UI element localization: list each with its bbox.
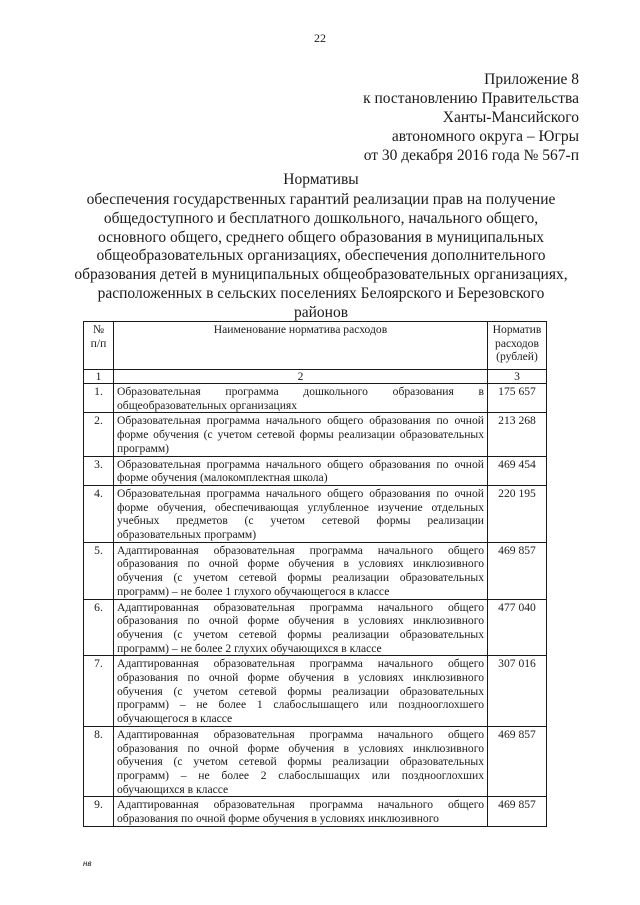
index-cell: 3: [488, 370, 547, 384]
table-row: [84, 599, 547, 656]
row-name: Образовательная программа начального общего образования по очной форме обучения (с учетом сетевой формы реализации образовательных программ): [114, 413, 488, 456]
row-value: 469 857: [488, 542, 547, 599]
row-num: 4.: [84, 485, 114, 542]
row-num: 1.: [84, 384, 114, 413]
appendix-line: автономного округа – Югры: [391, 128, 579, 145]
table-row: [84, 656, 547, 727]
table-index-row: [84, 370, 547, 384]
row-name: Адаптированная образовательная программа начального общего образования по очной форме обучения в условиях инклюзивного обучения (с учетом сетевой формы реализации образовательных программ) – не более 2 слабослышащих или позднооглохших обучающихся в классе: [114, 726, 488, 797]
subtitle-line: расположенных в сельских поселениях Белоярского и Березовского: [97, 284, 545, 302]
appendix-block: [259, 70, 579, 165]
table-row: [84, 485, 547, 542]
table-row: [84, 413, 547, 456]
subtitle-line: районов: [293, 303, 349, 321]
row-name: Образовательная программа начального общего образования по очной форме обучения (малокомплектная школа): [114, 456, 488, 485]
row-value: 175 657: [488, 384, 547, 413]
table-row: [84, 384, 547, 413]
row-num: 6.: [84, 599, 114, 656]
appendix-line: Приложение 8: [484, 71, 579, 88]
norms-table: [83, 321, 547, 827]
row-name: Образовательная программа дошкольного образования в общеобразовательных организациях: [114, 384, 488, 413]
row-value: 469 857: [488, 797, 547, 826]
subtitle-line: общедоступного и бесплатного дошкольного, начального общего,: [103, 209, 539, 227]
row-value: 213 268: [488, 413, 547, 456]
subtitle-line: образования детей в муниципальных общеобразовательных организациях,: [74, 266, 568, 284]
header-name: Наименование норматива расходов: [114, 322, 488, 370]
subtitle-line: обеспечения государственных гарантий реализации прав на получение: [86, 191, 556, 208]
row-name: Адаптированная образовательная программа начального общего образования по очной форме обучения в условиях инклюзивного обучения (с учетом сетевой формы реализации образовательных программ) – не более 1 слабослышащего или позднооглохшего обучающегося в классе: [114, 656, 488, 727]
index-cell: 2: [114, 370, 488, 384]
row-value: 469 857: [488, 726, 547, 797]
table-header-row: [84, 322, 547, 370]
row-value: 477 040: [488, 599, 547, 656]
appendix-line: Ханты-Мансийского: [442, 109, 579, 126]
index-cell: 1: [84, 370, 114, 384]
document-subtitle: [60, 191, 582, 323]
document-title: Нормативы: [283, 171, 359, 188]
row-num: 7.: [84, 656, 114, 727]
row-num: 3.: [84, 456, 114, 485]
subtitle-line: основного общего, среднего общего образования в муниципальных: [97, 228, 545, 246]
row-num: 5.: [84, 542, 114, 599]
row-name: Образовательная программа начального общего образования по очной форме обучения, обеспечивающая углубленное изучение отдельных учебных предметов (с учетом сетевой формы реализации образовательных программ): [114, 485, 488, 542]
row-num: 9.: [84, 797, 114, 826]
appendix-line: от 30 декабря 2016 года № 567-п: [363, 147, 579, 164]
row-value: 469 454: [488, 456, 547, 485]
table-row: [84, 726, 547, 797]
row-value: 307 016: [488, 656, 547, 727]
page-number: 22: [314, 31, 326, 45]
header-value: Норматив расходов (рублей): [488, 322, 547, 370]
table-row: [84, 542, 547, 599]
row-name: Адаптированная образовательная программа начального общего образования по очной форме обучения в условиях инклюзивного: [114, 797, 488, 826]
table-row: [84, 456, 547, 485]
row-value: 220 195: [488, 485, 547, 542]
table-row: [84, 797, 547, 826]
row-name: Адаптированная образовательная программа начального общего образования по очной форме обучения в условиях инклюзивного обучения (с учетом сетевой формы реализации образовательных программ) – не более 1 глухого обучающегося в классе: [114, 542, 488, 599]
footer-mark: нв: [83, 859, 92, 868]
subtitle-line: общеобразовательных организациях, обеспечения дополнительного: [96, 247, 546, 265]
row-name: Адаптированная образовательная программа начального общего образования по очной форме обучения в условиях инклюзивного обучения (с учетом сетевой формы реализации образовательных программ) – не более 2 глухих обучающихся в классе: [114, 599, 488, 656]
row-num: 2.: [84, 413, 114, 456]
appendix-line: к постановлению Правительства: [363, 90, 579, 107]
header-num: № п/п: [84, 322, 114, 370]
row-num: 8.: [84, 726, 114, 797]
